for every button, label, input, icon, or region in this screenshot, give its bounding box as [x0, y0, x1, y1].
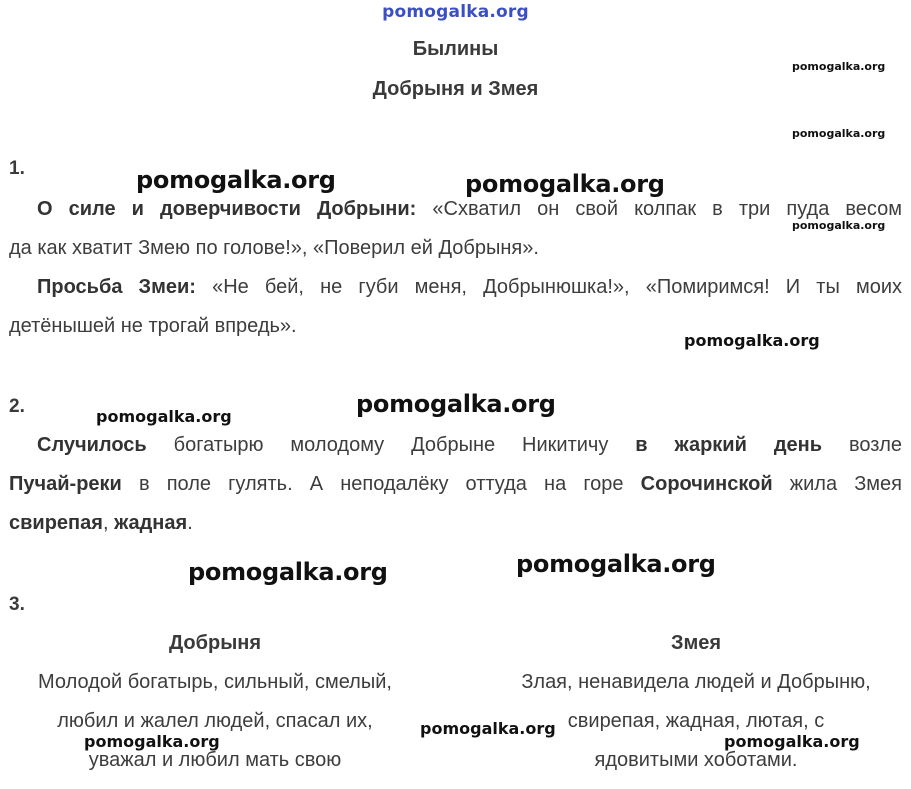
watermark: pomogalka.org: [792, 127, 886, 140]
right-column-line: свирепая, жадная, лютая, с: [567, 710, 825, 732]
left-column-line: Молодой богатырь, сильный, смелый,: [38, 671, 392, 693]
watermark: pomogalka.org: [96, 407, 232, 426]
watermark: pomogalka.org: [684, 331, 820, 350]
bold-word: Пучай-реки: [9, 473, 122, 495]
task-number-1: 1.: [9, 158, 25, 179]
page-title: Добрыня и Змея: [372, 78, 539, 100]
left-column-line: любил и жалел людей, спасал их,: [57, 710, 373, 732]
watermark: pomogalka.org: [792, 219, 886, 232]
right-column-line: ядовитыми хоботами.: [594, 749, 798, 771]
bold-word: жадная: [114, 512, 188, 534]
watermark: pomogalka.org: [516, 550, 716, 578]
watermark: pomogalka.org: [188, 558, 388, 586]
watermark: pomogalka.org: [420, 719, 556, 738]
task-number-3: 3.: [9, 594, 25, 615]
text: богатырю молодому Добрыне Никитичу: [146, 434, 636, 456]
text: .: [187, 512, 193, 534]
section-title: Былины: [412, 38, 499, 60]
watermark: pomogalka.org: [792, 60, 886, 73]
bold-label: О силе и доверчивости Добрыни:: [37, 198, 417, 220]
task2-line-1: [9, 426, 902, 465]
task2-line-3: [9, 504, 902, 543]
task1-paragraph-1-line-1: [9, 190, 902, 229]
task1-paragraph-2-line-1: [9, 268, 902, 307]
quote-text: «Схватил он свой колпак в три пуда весом: [416, 198, 902, 220]
text: ,: [102, 512, 115, 534]
watermark: pomogalka.org: [84, 732, 220, 751]
bold-word: свирепая: [9, 512, 103, 534]
task1-paragraph-1-line-2: да как хватит Змею по голове!», «Поверил ей Добрыня».: [9, 237, 539, 259]
watermark: pomogalka.org: [724, 732, 860, 751]
quote-text: «Не бей, не губи меня, Добрынюшка!», «Помиримся! И ты моих: [195, 276, 902, 298]
bold-word: Случилось: [37, 434, 147, 456]
left-column-line: уважал и любил мать свою: [88, 749, 342, 771]
left-column: [0, 624, 430, 780]
task-number-2: 2.: [9, 396, 25, 417]
bold-word: Сорочинской: [640, 473, 773, 495]
left-column-head: Добрыня: [168, 632, 262, 654]
bold-word: в жаркий день: [635, 434, 823, 456]
watermark: pomogalka.org: [356, 390, 556, 418]
bold-label: Просьба Змеи:: [37, 276, 196, 298]
right-column: [481, 624, 911, 780]
right-column-head: Змея: [670, 632, 722, 654]
right-column-line: Злая, ненавидела людей и Добрыню,: [521, 671, 871, 693]
text: жила Змея: [772, 473, 903, 495]
task1-paragraph-2-line-2: детёнышей не трогай впредь».: [9, 315, 297, 337]
top-watermark: pomogalka.org: [382, 2, 529, 22]
text: возле: [822, 434, 903, 456]
watermark: pomogalka.org: [465, 170, 665, 198]
task2-line-2: [9, 465, 902, 504]
text: в поле гулять. А неподалёку оттуда на горе: [121, 473, 641, 495]
watermark: pomogalka.org: [136, 166, 336, 194]
